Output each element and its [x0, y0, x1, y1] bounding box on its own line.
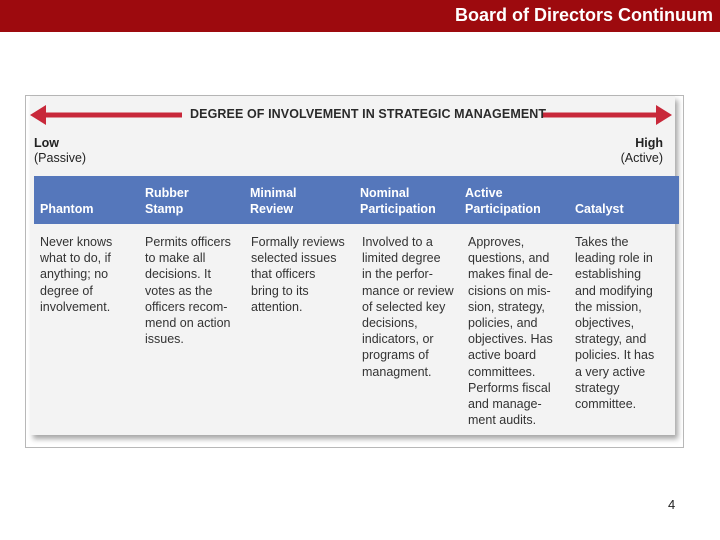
column-body-line: Formally reviews [251, 235, 345, 249]
column-header-minimal-review [250, 185, 297, 217]
column-header-nominal-participation [360, 185, 436, 217]
column-body-line: Involved to a [362, 235, 433, 249]
column-body-line: and manage- [468, 397, 542, 412]
column-header-line [40, 185, 93, 201]
column-body-line: makes final de- [468, 267, 553, 282]
column-body-active-participation [468, 234, 553, 428]
column-body-catalyst [575, 234, 654, 412]
low-label [34, 136, 86, 166]
column-body-line: decisions, [362, 316, 418, 331]
column-body-line: leading role in [575, 251, 653, 266]
column-header-active-participation [465, 185, 541, 217]
column-body-rubber-stamp [145, 234, 231, 347]
column-body-line: active board [468, 348, 537, 363]
column-header-line: Stamp [145, 202, 184, 216]
column-header-line: Review [250, 202, 294, 216]
column-body-line: Never knows [40, 235, 113, 249]
column-body-line: to make all [145, 251, 206, 266]
column-header-line: Catalyst [575, 202, 624, 216]
column-body-line: objectives, [575, 316, 635, 331]
column-body-line: issues. [145, 332, 184, 347]
column-body-line: sion, strategy, [468, 299, 545, 314]
column-body-line: ment audits. [468, 413, 537, 428]
column-body-minimal-review [251, 234, 345, 315]
column-header-catalyst [575, 185, 624, 217]
column-body-line: selected issues [251, 251, 337, 266]
page-number: 4 [668, 497, 676, 512]
column-body-line: limited degree [362, 251, 441, 266]
column-body-line: committees. [468, 364, 536, 379]
high-label-sub: (Active) [620, 151, 663, 165]
column-body-line: questions, and [468, 251, 550, 266]
column-header-line: Active [465, 186, 503, 200]
column-body-line: Takes the [575, 235, 629, 249]
column-body-line: establishing [575, 267, 642, 282]
column-body-line: decisions. It [145, 267, 212, 282]
column-body-line: involvement. [40, 299, 111, 314]
column-header-rubber-stamp [145, 185, 189, 217]
column-body-line: strategy [575, 380, 620, 395]
column-body-line: that officers [251, 267, 316, 282]
column-body-line: objectives. Has [468, 332, 553, 347]
column-header-line: Participation [360, 202, 436, 216]
column-header-line: Nominal [360, 186, 410, 200]
column-body-line: the mission, [575, 299, 642, 314]
column-body-line: Permits officers [145, 235, 231, 249]
column-body-line: mend on action [145, 316, 231, 331]
title-bar [0, 0, 720, 32]
column-body-phantom [40, 234, 112, 315]
column-header-line: Phantom [40, 202, 94, 216]
column-body-line: anything; no [40, 267, 109, 282]
column-body-line: bring to its [251, 283, 309, 298]
column-body-line: what to do, if [40, 251, 111, 266]
column-body-line: committee. [575, 397, 637, 412]
column-body-line: a very active [575, 364, 646, 379]
involvement-heading: DEGREE OF INVOLVEMENT IN STRATEGIC MANAGEMENT [190, 107, 547, 121]
continuum-panel [30, 96, 675, 435]
column-body-line: Performs fiscal [468, 380, 551, 395]
column-header-phantom [40, 185, 93, 217]
column-body-nominal-participation [362, 234, 454, 380]
column-body-line: Approves, [468, 235, 525, 249]
column-body-line: of selected key [362, 299, 446, 314]
column-header-line: Rubber [145, 186, 189, 200]
column-body-line: cisions on mis- [468, 283, 551, 298]
high-label-main: High [635, 136, 663, 150]
column-body-line: managment. [362, 364, 432, 379]
continuum-figure [25, 95, 684, 448]
column-body-line: officers recom- [145, 299, 228, 314]
low-label-sub: (Passive) [34, 151, 87, 165]
slide-title: Board of Directors Continuum [454, 5, 713, 25]
column-header-line: Minimal [250, 186, 297, 200]
arrow-head-right [656, 105, 672, 125]
column-body-line: mance or review [362, 283, 454, 298]
column-body-line: votes as the [145, 283, 213, 298]
arrow-head-left [30, 105, 46, 125]
column-body-line: in the perfor- [362, 267, 433, 282]
column-header-line [575, 185, 624, 201]
column-body-line: attention. [251, 299, 303, 314]
column-body-line: indicators, or [362, 332, 434, 347]
high-label [621, 136, 663, 166]
column-body-line: policies. It has [575, 348, 655, 363]
column-body-line: degree of [40, 283, 93, 298]
column-body-line: programs of [362, 348, 429, 363]
column-body-line: policies, and [468, 316, 538, 331]
low-label-main: Low [34, 136, 59, 150]
column-header-line: Participation [465, 202, 541, 216]
column-body-line: strategy, and [575, 332, 647, 347]
column-body-line: and modifying [575, 283, 653, 298]
